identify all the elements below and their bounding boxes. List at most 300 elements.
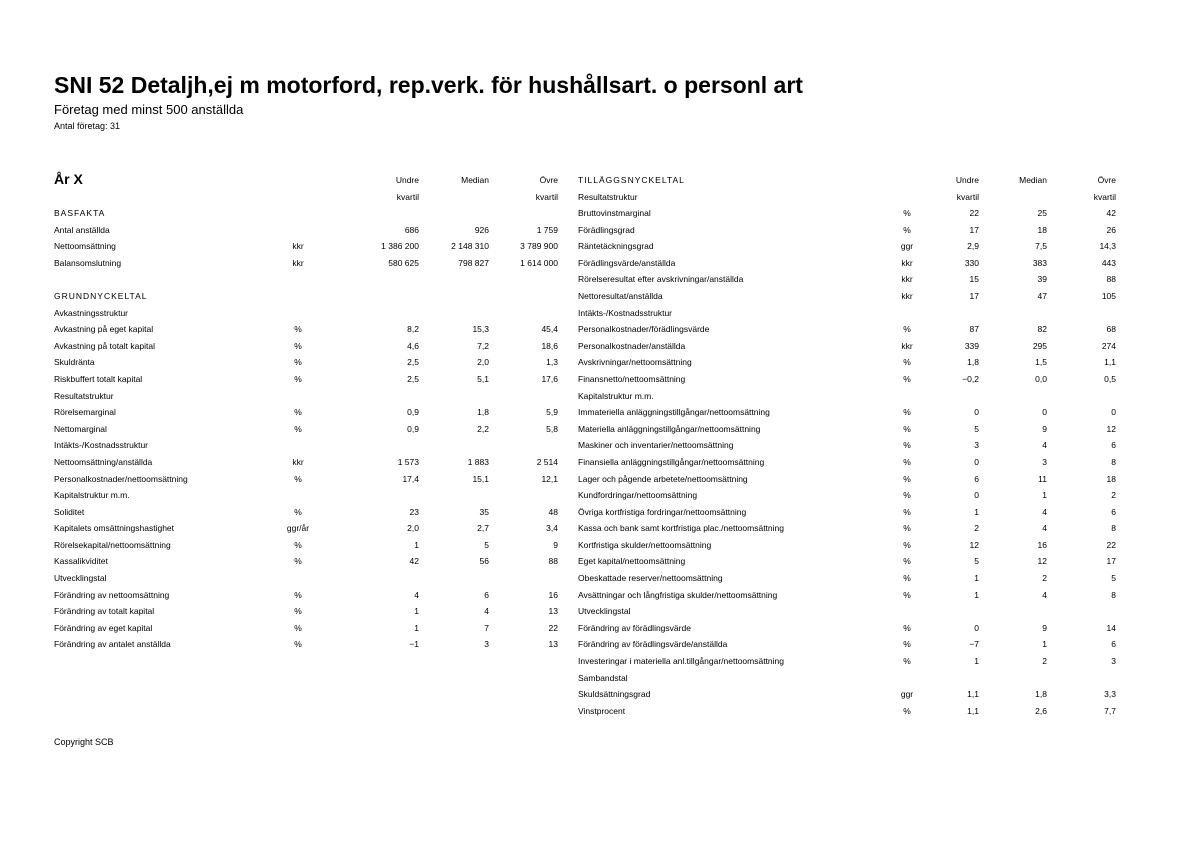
left-col-upper-quartile-sub: kvartil: [535, 191, 558, 202]
row-label: Rörelsemarginal: [54, 407, 116, 418]
row-upper-quartile: 17: [1106, 556, 1116, 567]
row-lower-quartile: 1: [414, 606, 419, 617]
row-upper-quartile: 22: [548, 622, 558, 633]
row-upper-quartile: 18,6: [541, 340, 558, 351]
row-upper-quartile: 8: [1111, 589, 1116, 600]
row-label: Nettoomsättning: [54, 241, 116, 252]
row-lower-quartile: 1: [974, 656, 979, 667]
row-upper-quartile: 3,3: [1104, 689, 1116, 700]
row-upper-quartile: 45,4: [541, 324, 558, 335]
row-median: 1 883: [467, 456, 489, 467]
row-label: Förändring av eget kapital: [54, 622, 153, 633]
row-unit: kkr: [292, 241, 304, 252]
row-lower-quartile: 1,1: [967, 705, 979, 716]
row-label: Kortfristiga skulder/nettoomsättning: [578, 539, 712, 550]
row-lower-quartile: 1: [974, 573, 979, 584]
row-upper-quartile: 6: [1111, 506, 1116, 517]
row-lower-quartile: 1,1: [967, 689, 979, 700]
row-label: GRUNDNYCKELTAL: [54, 290, 148, 301]
row-median: 4: [1042, 523, 1047, 534]
row-median: 15,1: [472, 473, 489, 484]
row-median: 1,8: [477, 407, 489, 418]
right-table-row: [578, 238, 1118, 255]
row-upper-quartile: 1,1: [1104, 357, 1116, 368]
row-lower-quartile: 0: [974, 490, 979, 501]
row-upper-quartile: 13: [548, 606, 558, 617]
row-unit: kkr: [901, 274, 913, 285]
row-upper-quartile: 42: [1106, 208, 1116, 218]
row-unit: %: [903, 556, 911, 567]
right-header-row-2: [578, 189, 1118, 206]
left-table-row: [54, 288, 514, 305]
row-label: Antal anställda: [54, 224, 110, 235]
row-label: Kundfordringar/nettoomsättning: [578, 490, 698, 501]
row-lower-quartile: 4,6: [407, 340, 419, 351]
row-upper-quartile: 6: [1111, 639, 1116, 650]
row-lower-quartile: 0,9: [407, 423, 419, 434]
row-lower-quartile: 15: [969, 274, 979, 285]
right-table-row: [578, 271, 1118, 288]
row-upper-quartile: 14,3: [1099, 241, 1116, 252]
row-median: 47: [1037, 290, 1047, 301]
row-label: Balansomslutning: [54, 257, 122, 268]
row-label: Avkastningsstruktur: [54, 307, 129, 318]
company-count: Antal företag: 31: [54, 121, 121, 131]
row-label: Räntetäckningsgrad: [578, 241, 654, 252]
row-label: Lager och pågende arbetete/nettoomsättning: [578, 473, 748, 484]
left-header-row-1: [54, 171, 558, 189]
row-unit: %: [903, 373, 911, 384]
row-upper-quartile: 0,5: [1104, 373, 1116, 384]
row-median: 39: [1037, 274, 1047, 285]
right-first-group: Resultatstruktur: [578, 191, 638, 202]
row-lower-quartile: 1: [414, 539, 419, 550]
row-upper-quartile: 68: [1106, 324, 1116, 335]
row-upper-quartile: 8: [1111, 456, 1116, 467]
right-table-row: [578, 437, 1118, 454]
row-lower-quartile: 339: [964, 340, 979, 351]
row-lower-quartile: 22: [969, 208, 979, 218]
left-table-row: [54, 354, 558, 371]
row-unit: %: [903, 357, 911, 368]
row-median: 4: [1042, 589, 1047, 600]
row-upper-quartile: 1 614 000: [520, 257, 558, 268]
left-header-row-2: [54, 189, 558, 206]
left-table-row: [54, 271, 514, 288]
row-upper-quartile: 2: [1111, 490, 1116, 501]
row-label: Förädlingsvärde/anställda: [578, 257, 676, 268]
row-upper-quartile: 5,9: [546, 407, 558, 418]
right-table-row: [578, 354, 1118, 371]
right-table-row: [578, 305, 1118, 322]
right-table-row: [578, 205, 1118, 222]
row-unit: %: [903, 208, 911, 218]
row-median: 7: [484, 622, 489, 633]
row-label: Förädlingsgrad: [578, 224, 635, 235]
left-table-row: [54, 587, 558, 604]
left-heading: År X: [54, 171, 83, 187]
row-lower-quartile: −0,2: [962, 373, 979, 384]
right-table-row: [578, 553, 1118, 570]
row-lower-quartile: 1,8: [967, 357, 979, 368]
row-label: Kassa och bank samt kortfristiga plac./nettoomsättning: [578, 523, 784, 534]
row-lower-quartile: 3: [974, 440, 979, 451]
row-unit: %: [903, 573, 911, 584]
row-lower-quartile: 1 573: [397, 456, 419, 467]
right-table-row: [578, 421, 1118, 438]
row-median: 3: [484, 639, 489, 650]
row-label: Rörelseresultat efter avskrivningar/anställda: [578, 274, 744, 285]
row-upper-quartile: 12: [1106, 423, 1116, 434]
left-table-row: [54, 620, 558, 637]
row-label: Personalkostnader/nettoomsättning: [54, 473, 188, 484]
row-upper-quartile: 443: [1101, 257, 1116, 268]
row-upper-quartile: 5: [1111, 573, 1116, 584]
row-unit: kkr: [901, 257, 913, 268]
row-unit: kkr: [292, 456, 304, 467]
row-upper-quartile: 88: [548, 556, 558, 567]
left-table-row: [54, 388, 514, 405]
right-col-upper-quartile: Övre: [1097, 175, 1116, 185]
left-rows: [54, 205, 558, 653]
row-upper-quartile: 9: [553, 539, 558, 550]
row-median: 3: [1042, 456, 1047, 467]
row-unit: %: [903, 440, 911, 451]
left-table-row: [54, 537, 558, 554]
left-table-row: [54, 570, 514, 587]
row-lower-quartile: 8,2: [407, 324, 419, 335]
row-label: Intäkts-/Kostnadsstruktur: [54, 440, 149, 451]
row-unit: ggr: [900, 241, 914, 252]
row-upper-quartile: 22: [1106, 539, 1116, 550]
row-label: Kassalikviditet: [54, 556, 108, 567]
right-col-median: Median: [1019, 175, 1047, 185]
row-unit: %: [294, 589, 302, 600]
row-lower-quartile: 2,5: [407, 373, 419, 384]
row-median: 2,0: [477, 357, 489, 368]
row-label: Avskrivningar/nettoomsättning: [578, 357, 692, 368]
row-upper-quartile: 3: [1111, 656, 1116, 667]
row-median: 9: [1042, 423, 1047, 434]
right-table-row: [578, 504, 1118, 521]
row-label: Nettoomsättning/anställda: [54, 456, 153, 467]
right-table-row: [578, 288, 1118, 305]
right-table-row: [578, 620, 1118, 637]
row-unit: ggr: [900, 689, 914, 700]
row-median: 0,0: [1035, 373, 1047, 384]
left-table-row: [54, 471, 558, 488]
right-table-row: [578, 636, 1118, 653]
row-unit: ggr/år: [286, 523, 310, 534]
row-label: Vinstprocent: [578, 705, 626, 716]
row-upper-quartile: 26: [1106, 224, 1116, 235]
row-upper-quartile: 12,1: [541, 473, 558, 484]
row-median: 1: [1042, 639, 1047, 650]
row-unit: %: [903, 539, 911, 550]
row-label: Förändring av förädlingsvärde/anställda: [578, 639, 728, 650]
left-col-upper-quartile: Övre: [539, 175, 558, 185]
row-lower-quartile: 5: [974, 423, 979, 434]
row-unit: %: [903, 523, 911, 534]
row-median: 5: [484, 539, 489, 550]
row-lower-quartile: 5: [974, 556, 979, 567]
row-unit: %: [903, 224, 911, 235]
row-upper-quartile: 5,8: [546, 423, 558, 434]
row-label: Skuldränta: [54, 357, 95, 368]
right-heading: TILLÄGGSNYCKELTAL: [578, 175, 685, 185]
row-label: Nettomarginal: [54, 423, 107, 434]
row-median: 56: [479, 556, 489, 567]
row-unit: %: [294, 506, 302, 517]
row-median: 2,6: [1035, 705, 1047, 716]
row-median: 7,2: [477, 340, 489, 351]
right-table-row: [578, 670, 1118, 687]
row-label: Utvecklingstal: [54, 573, 107, 584]
row-median: 0: [1042, 407, 1047, 418]
right-table-row: [578, 587, 1118, 604]
row-label: Kapitalstruktur m.m.: [54, 490, 130, 501]
row-lower-quartile: 23: [409, 506, 419, 517]
row-lower-quartile: 2: [974, 523, 979, 534]
right-table-row: [578, 388, 1118, 405]
row-unit: %: [903, 456, 911, 467]
row-median: 295: [1032, 340, 1047, 351]
right-rows: [578, 205, 1118, 719]
row-lower-quartile: 4: [414, 589, 419, 600]
row-unit: %: [903, 423, 911, 434]
row-label: Immateriella anläggningstillgångar/nettoomsättning: [578, 407, 770, 418]
left-table-row: [54, 338, 558, 355]
row-label: Avkastning på totalt kapital: [54, 340, 155, 351]
row-unit: %: [294, 606, 302, 617]
row-label: Resultatstruktur: [54, 390, 114, 401]
row-label: Intäkts-/Kostnadsstruktur: [578, 307, 673, 318]
row-label: Avsättningar och långfristiga skulder/nettoomsättning: [578, 589, 778, 600]
left-table-row: [54, 205, 514, 222]
row-median: 2,7: [477, 523, 489, 534]
right-table-row: [578, 371, 1118, 388]
right-table: [578, 172, 1118, 719]
right-table-row: [578, 487, 1118, 504]
row-lower-quartile: 686: [404, 224, 419, 235]
row-label: Riskbuffert totalt kapital: [54, 373, 143, 384]
row-lower-quartile: 17,4: [402, 473, 419, 484]
row-upper-quartile: 48: [548, 506, 558, 517]
right-table-row: [578, 520, 1118, 537]
left-table-row: [54, 255, 558, 272]
row-median: 7,5: [1035, 241, 1047, 252]
page-title: SNI 52 Detaljh,ej m motorford, rep.verk. för hushållsart. o personl art: [54, 72, 803, 98]
left-table-row: [54, 404, 558, 421]
row-unit: %: [903, 589, 911, 600]
row-lower-quartile: 17: [969, 224, 979, 235]
row-median: 798 827: [458, 257, 489, 268]
row-upper-quartile: 13: [548, 639, 558, 650]
row-lower-quartile: 1: [414, 622, 419, 633]
right-table-row: [578, 255, 1118, 272]
left-table-row: [54, 222, 558, 239]
row-upper-quartile: 88: [1106, 274, 1116, 285]
row-label: Finansnetto/nettoomsättning: [578, 373, 686, 384]
row-label: Förändring av nettoomsättning: [54, 589, 170, 600]
row-upper-quartile: 3 789 900: [520, 241, 558, 252]
row-upper-quartile: 0: [1111, 407, 1116, 418]
row-unit: %: [294, 556, 302, 567]
row-label: Kapitalets omsättningshastighet: [54, 523, 175, 534]
right-col-upper-quartile-sub: kvartil: [1093, 191, 1116, 202]
row-median: 2 148 310: [451, 241, 489, 252]
row-unit: %: [294, 622, 302, 633]
row-median: 4: [1042, 506, 1047, 517]
row-lower-quartile: 2,5: [407, 357, 419, 368]
row-median: 1,5: [1035, 357, 1047, 368]
row-median: 5,1: [477, 373, 489, 384]
row-unit: %: [903, 473, 911, 484]
row-label: Materiella anläggningstillgångar/nettoomsättning: [578, 423, 761, 434]
right-table-row: [578, 321, 1118, 338]
row-unit: kkr: [292, 257, 304, 268]
row-label: Övriga kortfristiga fordringar/nettoomsättning: [578, 506, 747, 517]
row-median: 6: [484, 589, 489, 600]
row-unit: %: [294, 539, 302, 550]
row-label: Sambandstal: [578, 672, 628, 683]
row-lower-quartile: 2,9: [967, 241, 979, 252]
row-lower-quartile: 0: [974, 622, 979, 633]
left-table-row: [54, 487, 514, 504]
row-lower-quartile: 330: [964, 257, 979, 268]
row-unit: %: [294, 357, 302, 368]
row-unit: %: [294, 373, 302, 384]
row-unit: %: [294, 340, 302, 351]
row-unit: %: [294, 407, 302, 418]
row-label: Finansiella anläggningstillgångar/nettoomsättning: [578, 456, 765, 467]
row-median: 4: [484, 606, 489, 617]
row-lower-quartile: 580 625: [388, 257, 419, 268]
row-upper-quartile: 274: [1101, 340, 1116, 351]
row-label: Bruttovinstmarginal: [578, 208, 651, 218]
row-lower-quartile: 1: [974, 589, 979, 600]
right-table-row: [578, 603, 1118, 620]
copyright: Copyright SCB: [54, 737, 114, 747]
row-upper-quartile: 8: [1111, 523, 1116, 534]
left-table-row: [54, 371, 558, 388]
row-median: 35: [479, 506, 489, 517]
row-upper-quartile: 105: [1101, 290, 1116, 301]
row-label: Rörelsekapital/nettoomsättning: [54, 539, 171, 550]
row-label: Maskiner och inventarier/nettoomsättning: [578, 440, 734, 451]
left-table-row: [54, 504, 558, 521]
row-unit: %: [903, 324, 911, 335]
row-median: 82: [1037, 324, 1047, 335]
row-median: 25: [1037, 208, 1047, 218]
row-lower-quartile: 17: [969, 290, 979, 301]
row-median: 2: [1042, 656, 1047, 667]
row-median: 1,8: [1035, 689, 1047, 700]
row-unit: %: [903, 622, 911, 633]
row-upper-quartile: 1,3: [546, 357, 558, 368]
row-unit: %: [903, 656, 911, 667]
left-table-row: [54, 305, 514, 322]
row-label: Skuldsättningsgrad: [578, 689, 651, 700]
row-median: 2,2: [477, 423, 489, 434]
left-table-row: [54, 421, 558, 438]
row-lower-quartile: 42: [409, 556, 419, 567]
row-median: 383: [1032, 257, 1047, 268]
row-label: Investeringar i materiella anl.tillgångar/nettoomsättning: [578, 656, 785, 667]
left-table-row: [54, 553, 558, 570]
right-table-row: [578, 222, 1118, 239]
row-lower-quartile: 0: [974, 407, 979, 418]
row-median: 12: [1037, 556, 1047, 567]
row-median: 16: [1037, 539, 1047, 550]
right-table-row: [578, 703, 1118, 720]
row-unit: %: [903, 490, 911, 501]
row-median: 15,3: [472, 324, 489, 335]
row-upper-quartile: 17,6: [541, 373, 558, 384]
row-upper-quartile: 6: [1111, 440, 1116, 451]
row-label: Avkastning på eget kapital: [54, 324, 154, 335]
row-median: 2: [1042, 573, 1047, 584]
row-label: Förändring av förädlingsvärde: [578, 622, 691, 633]
row-unit: %: [903, 705, 911, 716]
row-lower-quartile: 0: [974, 456, 979, 467]
row-label: Personalkostnader/förädlingsvärde: [578, 324, 710, 335]
row-upper-quartile: 14: [1106, 622, 1116, 633]
row-lower-quartile: 1: [974, 506, 979, 517]
right-col-lower-quartile: Undre: [955, 175, 979, 185]
right-table-row: [578, 404, 1118, 421]
right-table-row: [578, 454, 1118, 471]
right-header-row-1: [578, 172, 1118, 189]
row-unit: %: [903, 506, 911, 517]
right-table-row: [578, 686, 1118, 703]
row-label: Obeskattade reserver/nettoomsättning: [578, 573, 723, 584]
left-table-row: [54, 520, 558, 537]
row-unit: kkr: [901, 340, 913, 351]
row-lower-quartile: −7: [969, 639, 979, 650]
row-unit: %: [903, 407, 911, 418]
row-upper-quartile: 2 514: [536, 456, 558, 467]
row-median: 9: [1042, 622, 1047, 633]
right-table-row: [578, 570, 1118, 587]
row-upper-quartile: 18: [1106, 473, 1116, 484]
row-upper-quartile: 3,4: [546, 523, 558, 534]
left-table-row: [54, 603, 558, 620]
row-lower-quartile: 6: [974, 473, 979, 484]
row-lower-quartile: 87: [969, 324, 979, 335]
row-upper-quartile: 7,7: [1104, 705, 1116, 716]
row-upper-quartile: 1 759: [536, 224, 558, 235]
row-median: 11: [1038, 473, 1047, 484]
row-label: BASFAKTA: [54, 208, 106, 218]
row-lower-quartile: 2,0: [407, 523, 419, 534]
left-col-median: Median: [461, 175, 489, 185]
row-median: 18: [1037, 224, 1047, 235]
left-table: [54, 171, 558, 653]
row-unit: %: [294, 639, 302, 650]
row-unit: %: [903, 639, 911, 650]
row-lower-quartile: 0,9: [407, 407, 419, 418]
row-label: Soliditet: [54, 506, 85, 517]
right-table-row: [578, 471, 1118, 488]
row-label: Förändring av totalt kapital: [54, 606, 155, 617]
row-unit: %: [294, 423, 302, 434]
row-median: 4: [1042, 440, 1047, 451]
row-label: Förändring av antalet anställda: [54, 639, 171, 650]
row-lower-quartile: 1 386 200: [381, 241, 419, 252]
row-unit: kkr: [901, 290, 913, 301]
row-unit: %: [294, 324, 302, 335]
